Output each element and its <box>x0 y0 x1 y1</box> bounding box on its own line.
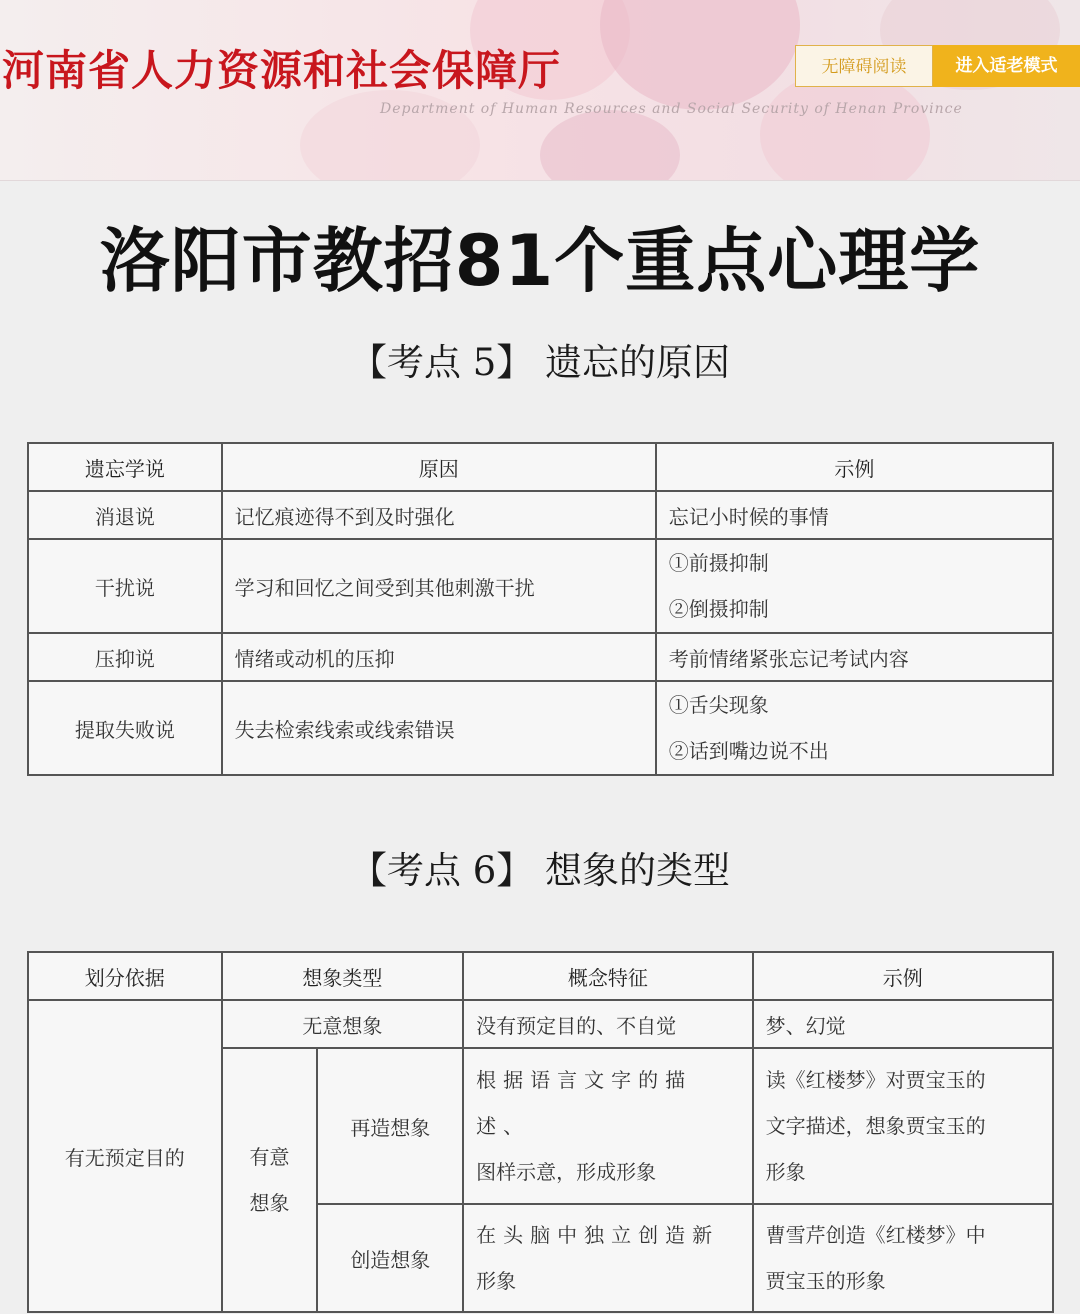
section-5-name: 遗忘的原因 <box>545 341 731 384</box>
example-cell <box>753 1048 1053 1204</box>
flower-decoration <box>540 110 680 181</box>
feature-line: 图样示意，形成形象 <box>476 1160 657 1184</box>
category-label-line: 有意 <box>249 1145 290 1169</box>
imagination-types-table <box>27 951 1054 1313</box>
theory-cell: 干扰说 <box>28 539 222 633</box>
column-header: 遗忘学说 <box>28 443 222 491</box>
section-6-number: 6 <box>472 849 497 892</box>
table-row <box>28 681 1053 775</box>
forgetting-causes-table <box>27 442 1054 776</box>
column-header: 示例 <box>753 952 1053 1000</box>
site-header <box>0 0 1080 181</box>
table-header-row <box>28 952 1053 1000</box>
example-line: ②倒摄抑制 <box>668 597 769 621</box>
column-header: 概念特征 <box>463 952 752 1000</box>
intentional-imagination-cell <box>222 1048 318 1312</box>
flower-decoration <box>600 0 800 110</box>
category-label-line: 想象 <box>249 1191 290 1215</box>
example-cell: 忘记小时候的事情 <box>656 491 1053 539</box>
accessibility-reading-button[interactable]: 无障碍阅读 <box>795 45 933 87</box>
column-header: 原因 <box>222 443 656 491</box>
feature-cell: 没有预定目的、不自觉 <box>463 1000 752 1048</box>
section-6-name: 想象的类型 <box>545 849 731 892</box>
column-header: 想象类型 <box>222 952 464 1000</box>
basis-cell: 有无预定目的 <box>28 1000 222 1312</box>
table-row <box>28 491 1053 539</box>
example-line: 文字描述，想象贾宝玉的 <box>765 1114 986 1138</box>
agency-name: 河南省人力资源和社会保障厅 <box>2 46 562 95</box>
reason-cell: 情绪或动机的压抑 <box>222 633 656 681</box>
section-6-title <box>0 840 1080 894</box>
theory-cell: 压抑说 <box>28 633 222 681</box>
example-cell <box>753 1204 1053 1312</box>
example-line: 贾宝玉的形象 <box>765 1269 886 1293</box>
feature-line: 形象 <box>476 1269 517 1293</box>
section-5-number: 5 <box>472 341 497 384</box>
reason-cell: 记忆痕迹得不到及时强化 <box>222 491 656 539</box>
example-line: ②话到嘴边说不出 <box>668 739 829 763</box>
feature-line: 根据语言文字的描述、 <box>476 1068 693 1138</box>
table-header-row <box>28 443 1053 491</box>
column-header: 划分依据 <box>28 952 222 1000</box>
reason-cell: 学习和回忆之间受到其他刺激干扰 <box>222 539 656 633</box>
example-line: 形象 <box>765 1160 806 1184</box>
feature-cell <box>463 1048 752 1204</box>
example-line: ①前摄抑制 <box>668 551 769 575</box>
section-5-prefix: 【考点 <box>349 341 461 384</box>
reason-cell: 失去检索线索或线索错误 <box>222 681 656 775</box>
example-cell: 梦、幻觉 <box>753 1000 1053 1048</box>
example-cell <box>656 681 1053 775</box>
elder-mode-button[interactable]: 进入适老模式 <box>933 45 1080 87</box>
page-title: 洛阳市教招81个重点心理学 <box>99 220 981 302</box>
agency-english-name: Department of Human Resources and Social Security of Henan Province <box>380 101 963 117</box>
feature-line: 在头脑中独立创造新 <box>476 1223 720 1247</box>
section-5-suffix: 】 <box>496 341 534 384</box>
table-row <box>28 633 1053 681</box>
example-line: 读《红楼梦》对贾宝玉的 <box>765 1068 986 1092</box>
feature-cell <box>463 1204 752 1312</box>
theory-cell: 提取失败说 <box>28 681 222 775</box>
table-row <box>28 1000 1053 1048</box>
column-header: 示例 <box>656 443 1053 491</box>
section-5-title <box>0 332 1080 386</box>
type-cell: 再造想象 <box>317 1048 463 1204</box>
section-6-prefix: 【考点 <box>349 849 461 892</box>
table-row <box>28 539 1053 633</box>
type-cell: 创造想象 <box>317 1204 463 1312</box>
type-cell: 无意想象 <box>222 1000 464 1048</box>
theory-cell: 消退说 <box>28 491 222 539</box>
example-cell <box>656 539 1053 633</box>
example-line: 曹雪芹创造《红楼梦》中 <box>765 1223 986 1247</box>
example-line: ①舌尖现象 <box>668 693 769 717</box>
section-6-suffix: 】 <box>496 849 534 892</box>
example-cell: 考前情绪紧张忘记考试内容 <box>656 633 1053 681</box>
